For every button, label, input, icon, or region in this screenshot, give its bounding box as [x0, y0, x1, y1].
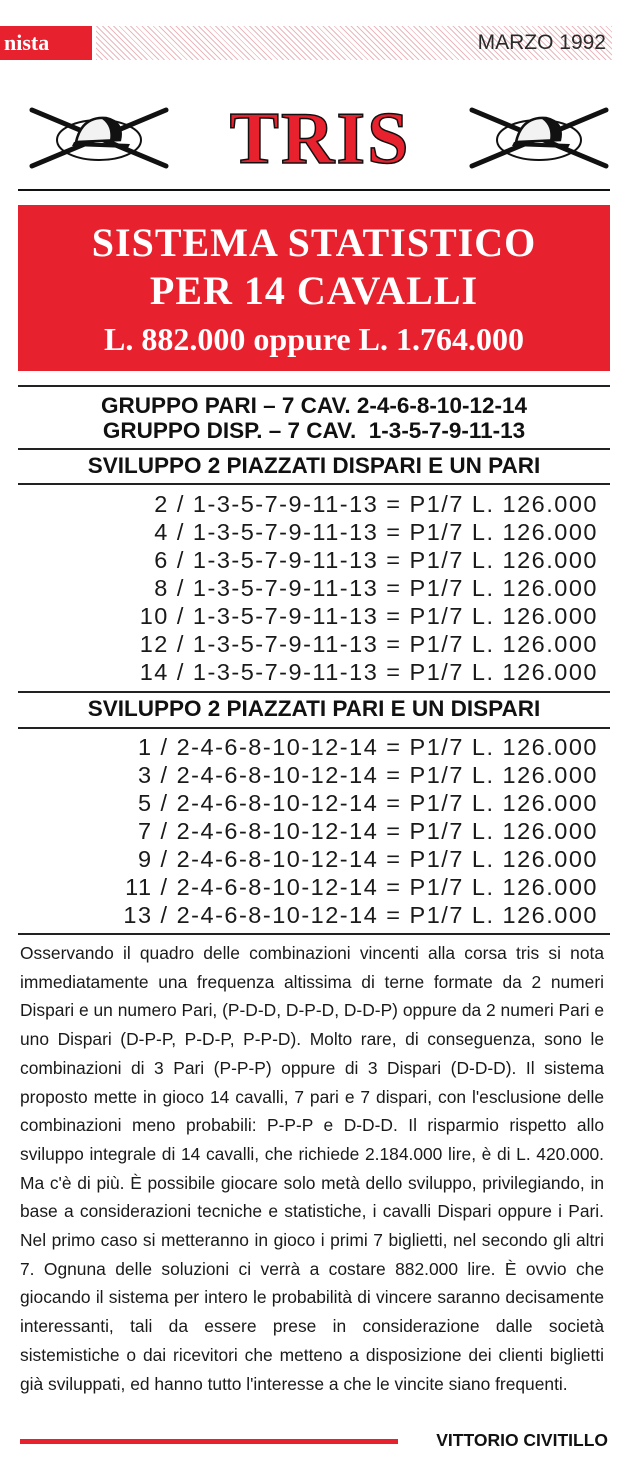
banner-title: TRIS [229, 98, 411, 180]
table-row: 13 / 2-4-6-8-10-12-14 = P1/7 L. 126.000 [123, 902, 598, 928]
table-row: 5 / 2-4-6-8-10-12-14 = P1/7 L. 126.000 [137, 790, 598, 816]
table-row: 11 / 2-4-6-8-10-12-14 = P1/7 L. 126.000 [125, 874, 598, 900]
section-tag: nista [0, 26, 92, 60]
table-row: 14 / 1-3-5-7-9-11-13 = P1/7 L. 126.000 [139, 659, 598, 685]
table-rule-bottom [18, 933, 610, 935]
table-row: 10 / 1-3-5-7-9-11-13 = P1/7 L. 126.000 [139, 603, 598, 629]
headline-line-2: PER 14 CAVALLI [149, 268, 479, 313]
headline-line-1: SISTEMA STATISTICO [91, 220, 537, 265]
table-row: 3 / 2-4-6-8-10-12-14 = P1/7 L. 126.000 [137, 762, 598, 788]
table-row: 1 / 2-4-6-8-10-12-14 = P1/7 L. 126.000 [137, 734, 598, 760]
signature-rule [20, 1439, 398, 1444]
headline-price: L. 882.000 oppure L. 1.764.000 [104, 321, 524, 357]
table-rule [18, 448, 610, 450]
table-rule [18, 483, 610, 485]
issue-date: MARZO 1992 [477, 31, 606, 54]
table-row: 8 / 1-3-5-7-9-11-13 = P1/7 L. 126.000 [154, 575, 598, 601]
table-rule [18, 727, 610, 729]
group-odd-label: GRUPPO DISP. – 7 CAV. 1-3-5-7-9-11-13 [102, 418, 526, 443]
author-name: VITTORIO CIVITILLO [436, 1430, 608, 1450]
section-title-even: SVILUPPO 2 PIAZZATI PARI E UN DISPARI [87, 696, 541, 721]
jockey-cap-right-icon [464, 100, 614, 178]
top-bar [0, 26, 640, 60]
section-title-odd: SVILUPPO 2 PIAZZATI DISPARI E UN PARI [87, 453, 541, 478]
headline-box [18, 205, 610, 371]
table-row: 7 / 2-4-6-8-10-12-14 = P1/7 L. 126.000 [137, 818, 598, 844]
article-body: Osservando il quadro delle combinazioni vincenti alla corsa tris si nota immediatamente una frequenza altissima di terne formate da 2 numeri Dispari e un numero Pari, (P-D-D, D-P-D, D-D-P) oppure da 2 numeri Pari e uno Dispari (D-P-P, P-D-P, P-P-D). Molto rare, di conseguenza, sono le combinazioni di 3 Pari (P-P-P) oppure di 3 Dispari (D-D-D). Il sistema proposto mette in gioco 14 cavalli, 7 pari e 7 dispari, con l'esclusione delle combinazioni meno probabili: P-P-P e D-D-D. Il risparmio rispetto allo sviluppo integrale di 14 cavalli, che richiede 2.184.000 lire, è di L. 420.000. Ma c'è di più. È possibile giocare solo metà dello sviluppo, privilegiando, in base a considerazioni tecniche e statistiche, i cavalli Dispari oppure i Pari. Nel primo caso si metteranno in gioco i primi 7 biglietti, nel secondo gli altri 7. Ognuna delle soluzioni ci verrà a costare 882.000 lire. È ovvio che giocando il sistema per intero le probabilità di vincere saranno decisamente interessanti, tali da essere prese in considerazione dalle società sistemistiche o dai ricevitori che metteno a disposizione dei clienti biglietti già sviluppati, ed hanno tutto l'interesse a che le vincite siano frequenti. [20, 943, 604, 1394]
group-even-label: GRUPPO PARI – 7 CAV. 2-4-6-8-10-12-14 [101, 393, 527, 418]
table-row: 2 / 1-3-5-7-9-11-13 = P1/7 L. 126.000 [154, 491, 598, 517]
table-row: 12 / 1-3-5-7-9-11-13 = P1/7 L. 126.000 [139, 631, 598, 657]
tris-banner [24, 96, 616, 182]
table-row: 6 / 1-3-5-7-9-11-13 = P1/7 L. 126.000 [154, 547, 598, 573]
table-row: 4 / 1-3-5-7-9-11-13 = P1/7 L. 126.000 [154, 519, 598, 545]
banner-divider [18, 189, 610, 191]
table-rule-top [18, 385, 610, 387]
table-rule [18, 691, 610, 693]
table-row: 9 / 2-4-6-8-10-12-14 = P1/7 L. 126.000 [137, 846, 598, 872]
